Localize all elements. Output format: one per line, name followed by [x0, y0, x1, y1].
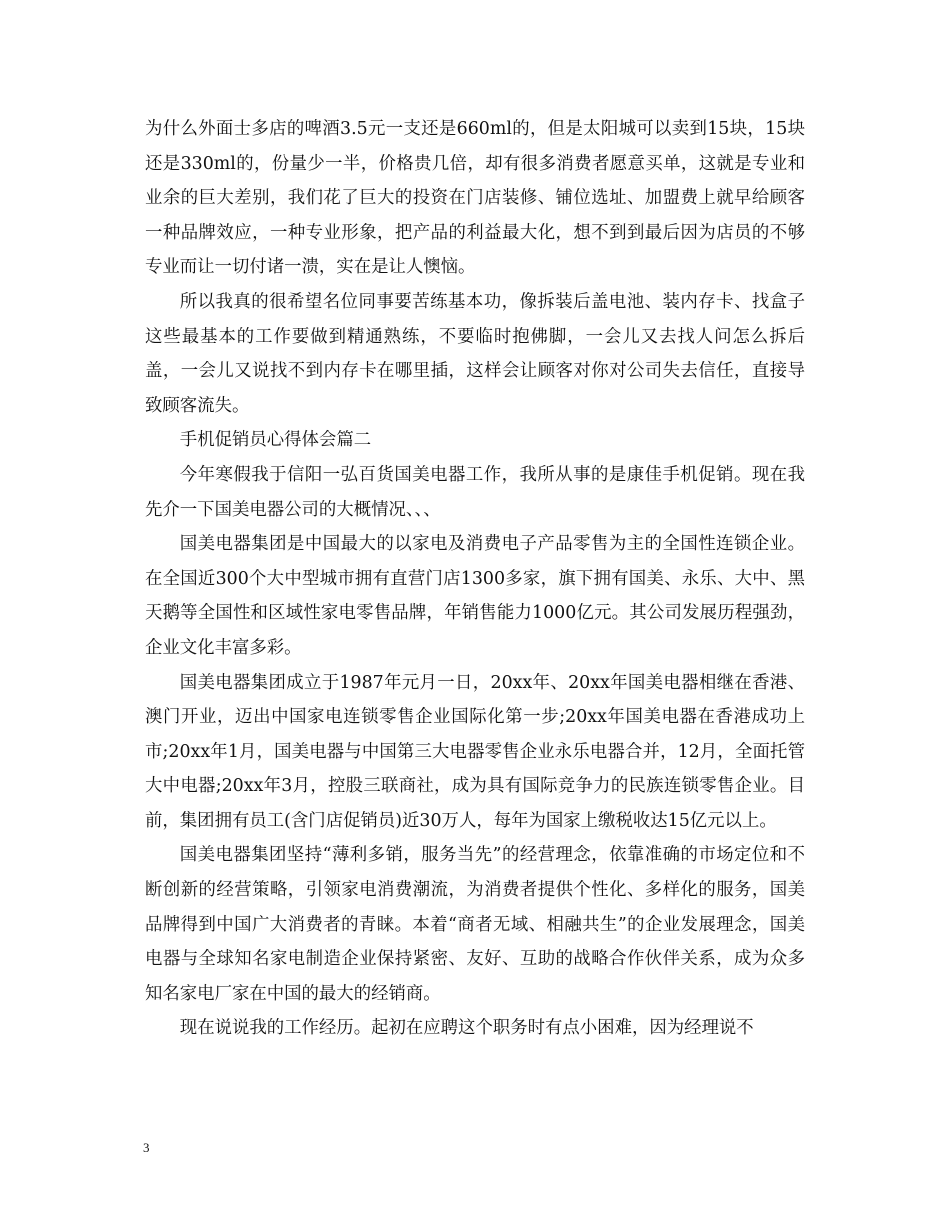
paragraph-continuation: 为什么外面士多店的啤酒3.5元一支还是660ml的，但是太阳城可以卖到15块，15块还是330ml的，份量少一半，价格贵几倍，却有很多消费者愿意买单，这就是专业和业余的巨大差别，我们花了巨大的投资在门店装修、铺位选址、加盟费上就早给顾客一种品牌效应，一种专业形象，把产品的利益最大化，想不到到最后因为店员的不够专业而让一切付诸一溃，实在是让人懊恼。: [145, 119, 805, 278]
paragraph-experience: 现在说说我的工作经历。起初在应聘这个职务时有点小困难，因为经理说不: [179, 1018, 754, 1039]
paragraph-company: 国美电器集团是中国最大的以家电及消费电子产品零售为主的全国性连锁企业。在全国近300个大中型城市拥有直营门店1300多家，旗下拥有国美、永乐、大中、黑天鹅等全国性和区域性家电零售品牌，年销售能力1000亿元。其公司发展历程强劲，企业文化丰富多彩。: [145, 534, 805, 658]
paragraph-basics: 所以我真的很希望名位同事要苦练基本功，像拆装后盖电池、装内存卡、找盒子这些最基本的工作要做到精通熟练，不要临时抱佛脚，一会儿又去找人问怎么拆后盖，一会儿又说找不到内存卡在哪里插，这样会让顾客对你对公司失去信任，直接导致顾客流失。: [145, 291, 805, 416]
paragraph-intro: 今年寒假我于信阳一弘百货国美电器工作，我所从事的是康佳手机促销。现在我先介一下国美电器公司的大概情况、、、: [145, 464, 805, 520]
page-number: 3: [143, 1140, 150, 1155]
paragraph-section-title: 手机促销员心得体会篇二: [179, 430, 372, 451]
paragraph-history: 国美电器集团成立于1987年元月一日，20xx年、20xx年国美电器相继在香港、澳门开业，迈出中国家电连锁零售企业国际化第一步;20xx年国美电器在香港成功上市;20xx年1月，国美电器与中国第三大电器零售企业永乐电器合并，12月，全面托管大中电器;20xx年3月，控股三联商社，成为具有国际竞争力的民族连锁零售企业。目前，集团拥有员工(含门店促销员)近30万人，每年为国家上缴税收达15亿元以上。: [145, 672, 805, 831]
document-body: [145, 112, 805, 1046]
paragraph-philosophy: 国美电器集团坚持“薄利多销，服务当先”的经营理念，依靠准确的市场定位和不断创新的经营策略，引领家电消费潮流，为消费者提供个性化、多样化的服务，国美品牌得到中国广大消费者的青睐。本着“商者无域、相融共生”的企业发展理念，国美电器与全球知名家电制造企业保持紧密、友好、互助的战略合作伙伴关系，成为众多知名家电厂家在中国的最大的经销商。: [145, 845, 805, 1004]
